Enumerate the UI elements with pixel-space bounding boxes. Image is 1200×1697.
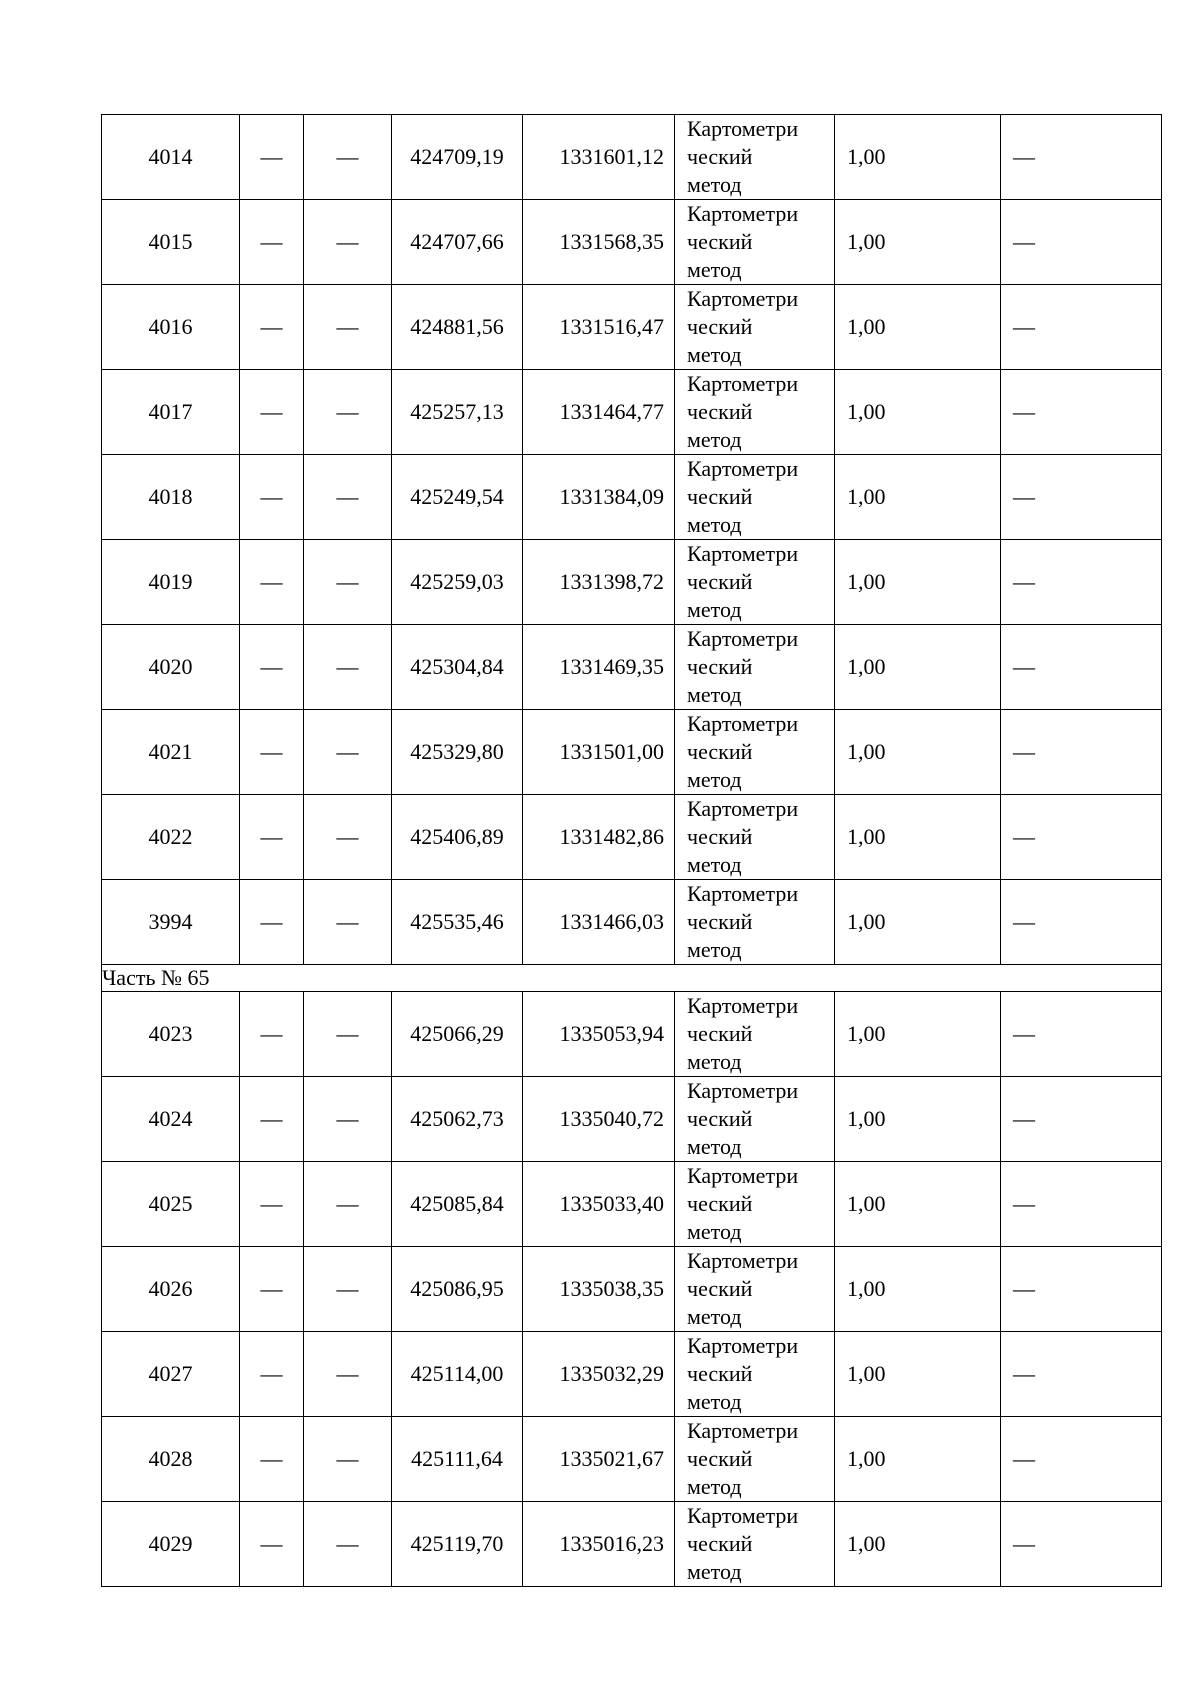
coordinate-x-cell: 425086,95	[392, 1247, 523, 1332]
method-cell: Картометри ческий метод	[675, 285, 835, 370]
empty-dash-cell: —	[304, 200, 392, 285]
coordinate-x-cell: 424707,66	[392, 200, 523, 285]
accuracy-cell: 1,00	[835, 370, 1001, 455]
method-cell: Картометри ческий метод	[675, 1332, 835, 1417]
point-number-cell: 4023	[102, 992, 240, 1077]
description-cell: —	[1001, 540, 1162, 625]
empty-dash-cell: —	[304, 625, 392, 710]
description-cell: —	[1001, 370, 1162, 455]
empty-dash-cell: —	[304, 1417, 392, 1502]
empty-dash-cell: —	[304, 540, 392, 625]
empty-dash-cell: —	[304, 1077, 392, 1162]
empty-dash-cell: —	[240, 710, 304, 795]
table-row	[102, 115, 1162, 200]
point-number-cell: 4016	[102, 285, 240, 370]
table-row	[102, 1502, 1162, 1587]
coordinate-y-cell: 1335016,23	[523, 1502, 675, 1587]
empty-dash-cell: —	[304, 115, 392, 200]
empty-dash-cell: —	[304, 710, 392, 795]
coordinates-table	[101, 114, 1162, 1587]
coordinate-y-cell: 1335038,35	[523, 1247, 675, 1332]
method-cell: Картометри ческий метод	[675, 1502, 835, 1587]
empty-dash-cell: —	[304, 1502, 392, 1587]
point-number-cell: 4020	[102, 625, 240, 710]
coordinate-x-cell: 425111,64	[392, 1417, 523, 1502]
accuracy-cell: 1,00	[835, 1417, 1001, 1502]
empty-dash-cell: —	[240, 540, 304, 625]
method-cell: Картометри ческий метод	[675, 1162, 835, 1247]
coordinate-x-cell: 425085,84	[392, 1162, 523, 1247]
table-row	[102, 625, 1162, 710]
point-number-cell: 4026	[102, 1247, 240, 1332]
accuracy-cell: 1,00	[835, 540, 1001, 625]
accuracy-cell: 1,00	[835, 710, 1001, 795]
point-number-cell: 4021	[102, 710, 240, 795]
method-cell: Картометри ческий метод	[675, 1077, 835, 1162]
coordinate-y-cell: 1331516,47	[523, 285, 675, 370]
empty-dash-cell: —	[304, 285, 392, 370]
empty-dash-cell: —	[240, 200, 304, 285]
point-number-cell: 4015	[102, 200, 240, 285]
description-cell: —	[1001, 200, 1162, 285]
coordinate-y-cell: 1331568,35	[523, 200, 675, 285]
accuracy-cell: 1,00	[835, 795, 1001, 880]
table-row	[102, 795, 1162, 880]
empty-dash-cell: —	[304, 992, 392, 1077]
description-cell: —	[1001, 992, 1162, 1077]
section-label: Часть № 65	[102, 965, 1162, 992]
table-row	[102, 540, 1162, 625]
table-row	[102, 880, 1162, 965]
coordinate-x-cell: 425304,84	[392, 625, 523, 710]
accuracy-cell: 1,00	[835, 1247, 1001, 1332]
coordinate-y-cell: 1335053,94	[523, 992, 675, 1077]
coordinate-x-cell: 425249,54	[392, 455, 523, 540]
accuracy-cell: 1,00	[835, 200, 1001, 285]
coordinate-x-cell: 425259,03	[392, 540, 523, 625]
method-cell: Картометри ческий метод	[675, 540, 835, 625]
empty-dash-cell: —	[304, 455, 392, 540]
empty-dash-cell: —	[240, 992, 304, 1077]
coordinate-y-cell: 1331469,35	[523, 625, 675, 710]
description-cell: —	[1001, 1332, 1162, 1417]
table-row	[102, 285, 1162, 370]
description-cell: —	[1001, 880, 1162, 965]
point-number-cell: 4017	[102, 370, 240, 455]
coordinate-y-cell: 1331466,03	[523, 880, 675, 965]
accuracy-cell: 1,00	[835, 1162, 1001, 1247]
method-cell: Картометри ческий метод	[675, 115, 835, 200]
section-header-row	[102, 965, 1162, 992]
description-cell: —	[1001, 1247, 1162, 1332]
description-cell: —	[1001, 710, 1162, 795]
method-cell: Картометри ческий метод	[675, 992, 835, 1077]
accuracy-cell: 1,00	[835, 880, 1001, 965]
table-row	[102, 200, 1162, 285]
accuracy-cell: 1,00	[835, 1077, 1001, 1162]
empty-dash-cell: —	[240, 795, 304, 880]
empty-dash-cell: —	[304, 880, 392, 965]
empty-dash-cell: —	[240, 625, 304, 710]
description-cell: —	[1001, 625, 1162, 710]
accuracy-cell: 1,00	[835, 992, 1001, 1077]
empty-dash-cell: —	[304, 370, 392, 455]
empty-dash-cell: —	[240, 115, 304, 200]
coordinate-x-cell: 424709,19	[392, 115, 523, 200]
empty-dash-cell: —	[304, 1332, 392, 1417]
empty-dash-cell: —	[240, 1247, 304, 1332]
table-row	[102, 1162, 1162, 1247]
coordinate-y-cell: 1335032,29	[523, 1332, 675, 1417]
method-cell: Картометри ческий метод	[675, 795, 835, 880]
point-number-cell: 4028	[102, 1417, 240, 1502]
point-number-cell: 4019	[102, 540, 240, 625]
table-row	[102, 455, 1162, 540]
coordinate-x-cell: 425257,13	[392, 370, 523, 455]
method-cell: Картометри ческий метод	[675, 625, 835, 710]
description-cell: —	[1001, 1162, 1162, 1247]
point-number-cell: 4022	[102, 795, 240, 880]
coordinate-y-cell: 1331384,09	[523, 455, 675, 540]
point-number-cell: 4029	[102, 1502, 240, 1587]
point-number-cell: 3994	[102, 880, 240, 965]
coordinate-y-cell: 1331464,77	[523, 370, 675, 455]
coordinate-x-cell: 424881,56	[392, 285, 523, 370]
description-cell: —	[1001, 1077, 1162, 1162]
method-cell: Картометри ческий метод	[675, 1247, 835, 1332]
empty-dash-cell: —	[240, 880, 304, 965]
table-row	[102, 710, 1162, 795]
empty-dash-cell: —	[240, 1077, 304, 1162]
accuracy-cell: 1,00	[835, 1502, 1001, 1587]
coordinate-y-cell: 1331501,00	[523, 710, 675, 795]
table-row	[102, 1077, 1162, 1162]
empty-dash-cell: —	[240, 285, 304, 370]
accuracy-cell: 1,00	[835, 285, 1001, 370]
method-cell: Картометри ческий метод	[675, 880, 835, 965]
description-cell: —	[1001, 455, 1162, 540]
empty-dash-cell: —	[240, 1332, 304, 1417]
coordinate-x-cell: 425062,73	[392, 1077, 523, 1162]
coordinate-y-cell: 1331482,86	[523, 795, 675, 880]
empty-dash-cell: —	[240, 1502, 304, 1587]
empty-dash-cell: —	[304, 1162, 392, 1247]
point-number-cell: 4025	[102, 1162, 240, 1247]
accuracy-cell: 1,00	[835, 115, 1001, 200]
accuracy-cell: 1,00	[835, 625, 1001, 710]
method-cell: Картометри ческий метод	[675, 370, 835, 455]
point-number-cell: 4024	[102, 1077, 240, 1162]
empty-dash-cell: —	[304, 795, 392, 880]
empty-dash-cell: —	[240, 1417, 304, 1502]
coordinate-y-cell: 1331601,12	[523, 115, 675, 200]
coordinate-x-cell: 425535,46	[392, 880, 523, 965]
coordinate-y-cell: 1335033,40	[523, 1162, 675, 1247]
description-cell: —	[1001, 285, 1162, 370]
coordinate-y-cell: 1331398,72	[523, 540, 675, 625]
empty-dash-cell: —	[240, 455, 304, 540]
empty-dash-cell: —	[304, 1247, 392, 1332]
point-number-cell: 4018	[102, 455, 240, 540]
table-row	[102, 992, 1162, 1077]
table-row	[102, 1332, 1162, 1417]
table-row	[102, 370, 1162, 455]
coordinate-x-cell: 425329,80	[392, 710, 523, 795]
description-cell: —	[1001, 795, 1162, 880]
accuracy-cell: 1,00	[835, 1332, 1001, 1417]
coordinate-y-cell: 1335021,67	[523, 1417, 675, 1502]
accuracy-cell: 1,00	[835, 455, 1001, 540]
table-row	[102, 1247, 1162, 1332]
coordinate-y-cell: 1335040,72	[523, 1077, 675, 1162]
method-cell: Картометри ческий метод	[675, 200, 835, 285]
description-cell: —	[1001, 1417, 1162, 1502]
point-number-cell: 4014	[102, 115, 240, 200]
empty-dash-cell: —	[240, 1162, 304, 1247]
method-cell: Картометри ческий метод	[675, 710, 835, 795]
method-cell: Картометри ческий метод	[675, 455, 835, 540]
coordinate-x-cell: 425406,89	[392, 795, 523, 880]
table-row	[102, 1417, 1162, 1502]
description-cell: —	[1001, 115, 1162, 200]
empty-dash-cell: —	[240, 370, 304, 455]
coordinate-x-cell: 425119,70	[392, 1502, 523, 1587]
method-cell: Картометри ческий метод	[675, 1417, 835, 1502]
point-number-cell: 4027	[102, 1332, 240, 1417]
coordinate-x-cell: 425114,00	[392, 1332, 523, 1417]
coordinate-x-cell: 425066,29	[392, 992, 523, 1077]
description-cell: —	[1001, 1502, 1162, 1587]
table-body	[102, 115, 1162, 1587]
